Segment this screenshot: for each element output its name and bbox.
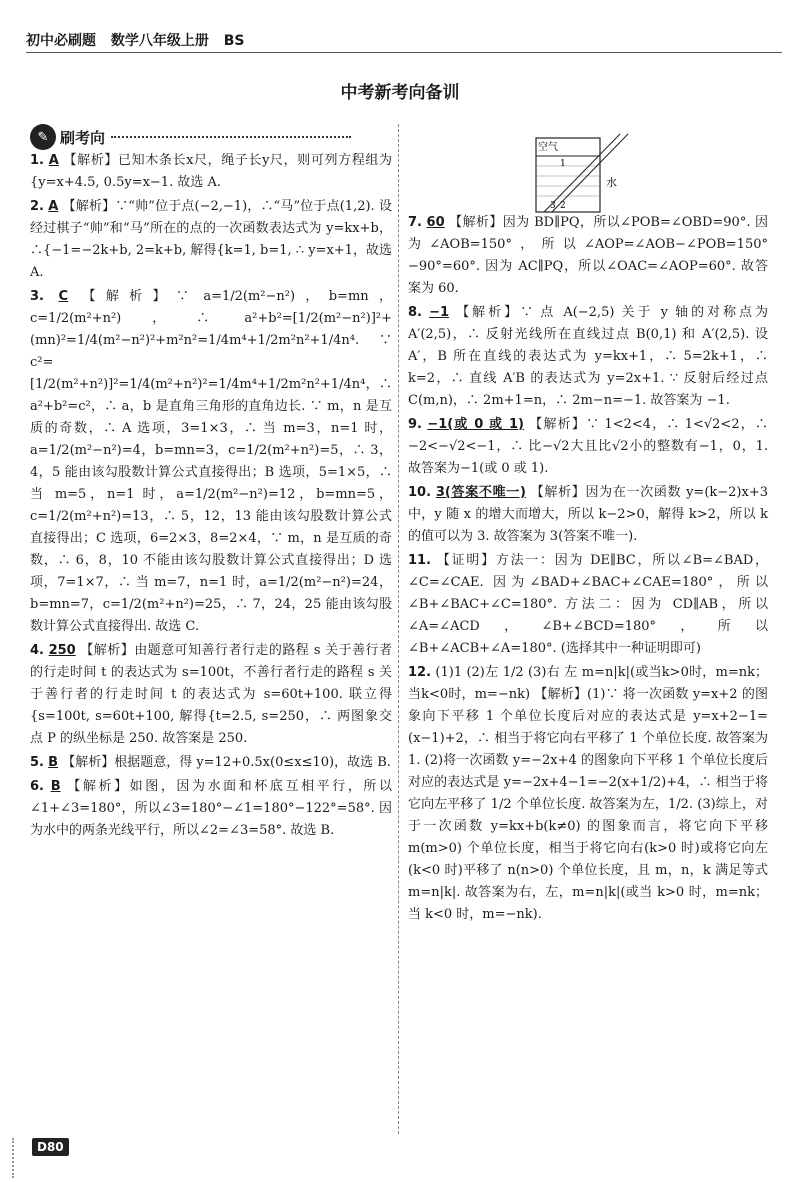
item-number: 4.: [30, 643, 44, 658]
item-number: 2.: [30, 199, 44, 214]
item-number: 3.: [30, 289, 44, 304]
answer-item: [30, 286, 392, 638]
answer-item: [408, 414, 768, 480]
page-title: 中考新考向备训: [340, 83, 460, 103]
water-label: 水: [606, 176, 617, 189]
running-header: [26, 30, 255, 50]
angle-3-label: 3: [550, 201, 556, 211]
brush-icon: ✎: [30, 124, 56, 150]
book-name: 初中必刷题: [26, 33, 96, 49]
item-answer: C: [58, 289, 69, 304]
answer-item: [408, 482, 768, 548]
answer-item: [30, 752, 392, 774]
column-divider: [398, 124, 399, 1134]
left-column: [30, 150, 392, 844]
angle-2-label: 2: [560, 201, 566, 211]
item-number: 11.: [408, 553, 432, 568]
item-number: 6.: [30, 779, 44, 794]
section-tag-label: 刷考向: [60, 128, 106, 147]
item-number: 9.: [408, 417, 422, 432]
item-answer: 3(答案不唯一): [435, 485, 526, 500]
item-answer: A: [48, 153, 59, 168]
header-rule: [26, 52, 782, 53]
light-refraction-diagram: [530, 132, 630, 220]
section-tag: [30, 124, 351, 150]
item-text: 【解析】∵ a=1/2(m²−n²)，b=mn，c=1/2(m²+n²)，∴ a²+b²=[1/2(m²−n²)]²+(mn)²=1/4(m²−n²)²+m²n²=1/4m⁴+1/2m²n²+1/4n⁴. ∵ c²=[1/2(m²+n²)]²=1/4(m²+n²)²=1/4m⁴+1/2m²n²+1/4n⁴，∴ a²+b²=c²，∴ a，b 是直角三角形的直角边长. ∵ m，n 是互质的奇数，∴ A 选项，3=1×3，∴ 当 m=3，n=1 时，a=1/2(m²−n²)=4，b=mn=3，c=1/2(m²+n²)=5，∴ 3，4，5 能由该勾股数计算公式直接得出；B 选项，5=1×5，∴ 当 m=5，n=1 时，a=1/2(m²−n²)=12，b=mn=5，c=1/2(m²+n²)=13，∴ 5，12，13 能由该勾股数计算公式直接得出；C 选项，6=2×3，8=2×4，∵ m，n 是互质的奇数，∴ 6，8，10 不能由该勾股数计算公式直接得出；D 选项，7=1×7，∴ 当 m=7，n=1 时，a=1/2(m²−n²)=24，b=mn=7，c=1/2(m²+n²)=25，∴ 7，24，25 能由该勾股数计算公式直接得出. 故选 C.: [30, 289, 392, 634]
right-column: [408, 212, 768, 928]
answer-item: [30, 776, 392, 842]
item-text: 【解析】因为在一次函数 y=(k−2)x+3 中，y 随 x 的增大而增大，所以 k−2>0，解得 k>2，所以 k 的值可以为 3. 故答案为 3(答案不唯一).: [408, 485, 768, 544]
item-text: 【解析】根据题意，得 y=12+0.5x(0≤x≤10)，故选 B.: [62, 755, 391, 770]
item-text: 【证明】方法一：因为 DE∥BC，所以∠B=∠BAD，∠C=∠CAE. 因为∠BAD+∠BAC+∠CAE=180°，所以∠B+∠BAC+∠C=180°. 方法二：因为 CD∥AB，所以∠A=∠ACD，∠B+∠BCD=180°，所以∠B+∠ACB+∠A=180°. (选择其中一种证明即可): [408, 553, 768, 656]
answer-item: [408, 550, 768, 660]
item-text: 【解析】如图，因为水面和杯底互相平行，所以∠1+∠3=180°，所以∠3=180°−∠1=180°−122°=58°. 因为水中的两条光线平行，所以∠2=∠3=58°. 故选 B.: [30, 779, 392, 838]
item-answer: B: [48, 755, 59, 770]
item-text: (1)1 (2)左 1/2 (3)右 左 m=n|k|(或当k>0时，m=nk；当k<0时，m=−nk) 【解析】(1)∵ 将一次函数 y=x+2 的图象向下平移 1 个单位长度后对应的表达式是 y=x+2−1=(x−1)+2，∴ 相当于将它向右平移了 1 个单位长度. 故答案为 1. (2)将一次函数 y=−2x+4 的图象向下平移 1 个单位长度后对应的表达式是 y=−2x+4−1=−2(x+1/2)+4，∴ 相当于将它向左平移了 1/2 个单位长度. 故答案为左，1/2. (3)综上，对于一次函数 y=kx+b(k≠0) 的图象而言，将它向下平移 m(m>0) 个单位长度，相当于将它向右(k>0 时)或将它向左(k<0 时)平移了 n(n>0) 个单位长度，且 m，n，k 满足等式 m=n|k|. 故答案为右，左，m=n|k|(或当 k>0 时，m=nk；当 k<0 时，m=−nk).: [408, 665, 768, 922]
page-number: D80: [32, 1138, 69, 1156]
answer-item: [408, 212, 768, 300]
item-number: 12.: [408, 665, 432, 680]
item-answer: −1(或 0 或 1): [427, 417, 524, 432]
item-number: 7.: [408, 215, 422, 230]
margin-dots: [12, 1138, 14, 1178]
answer-item: [30, 196, 392, 284]
subject-name: 数学八年级上册: [110, 33, 209, 49]
answer-item: [30, 150, 392, 194]
item-answer: B: [50, 779, 61, 794]
item-text: 【解析】由题意可知善行者行走的路程 s 关于善行者的行走时间 t 的表达式为 s=100t，不善行者行走的路程 s 关于善行者的行走时间 t 的表达式为 s=60t+100. 联立得{s=100t, s=60t+100, 解得{t=2.5, s=250，∴ 两图象交点 P 的纵坐标是 250. 故答案是 250.: [30, 643, 393, 746]
dotted-rule: [111, 136, 351, 138]
item-answer: A: [48, 199, 59, 214]
answer-item: [408, 302, 768, 412]
answer-item: [408, 662, 768, 926]
item-answer: −1: [429, 305, 450, 320]
answer-item: [30, 640, 392, 750]
item-text: 【解析】因为 BD∥PQ，所以∠POB=∠OBD=90°. 因为∠AOB=150°，所以∠AOP=∠AOB−∠POB=150°−90°=60°. 因为 AC∥PQ，所以∠OAC=∠AOP=60°. 故答案为 60.: [408, 215, 768, 296]
item-answer: 60: [426, 215, 445, 230]
item-number: 10.: [408, 485, 432, 500]
item-text: 【解析】已知木条长x尺，绳子长y尺，则可列方程组为{y=x+4.5, 0.5y=x−1. 故选 A.: [30, 153, 392, 190]
item-number: 8.: [408, 305, 422, 320]
item-text: 【解析】∵ 点 A(−2,5) 关于 y 轴的对称点为 A′(2,5)，∴ 反射光线所在直线过点 B(0,1) 和 A′(2,5). 设 A′，B 所在直线的表达式为 y=kx+1，∴ 5=2k+1，∴ k=2，∴ 直线 A′B 的表达式为 y=2x+1. ∵ 反射后经过点 C(m,n)，∴ 2m+1=n，∴ 2m−n=−1. 故答案为 −1.: [408, 305, 768, 408]
item-answer: 250: [48, 643, 76, 658]
item-text: 【解析】∵ 1<2<4，∴ 1<√2<2，∴ −2<−√2<−1，∴ 比−√2大且比√2小的整数有−1，0，1. 故答案为−1(或 0 或 1).: [408, 417, 768, 476]
edition-label: BS: [223, 33, 245, 49]
item-number: 5.: [30, 755, 44, 770]
item-text: 【解析】∵“帅”位于点(−2,−1)，∴“马”位于点(1,2). 设经过棋子“帅”和“马”所在的点的一次函数表达式为 y=kx+b，∴{−1=−2k+b, 2=k+b, 解得{k=1, b=1, ∴ y=x+1，故选 A.: [30, 199, 392, 280]
air-label: 空气: [538, 142, 558, 153]
item-number: 1.: [30, 153, 44, 168]
angle-1-label: 1: [560, 159, 566, 169]
